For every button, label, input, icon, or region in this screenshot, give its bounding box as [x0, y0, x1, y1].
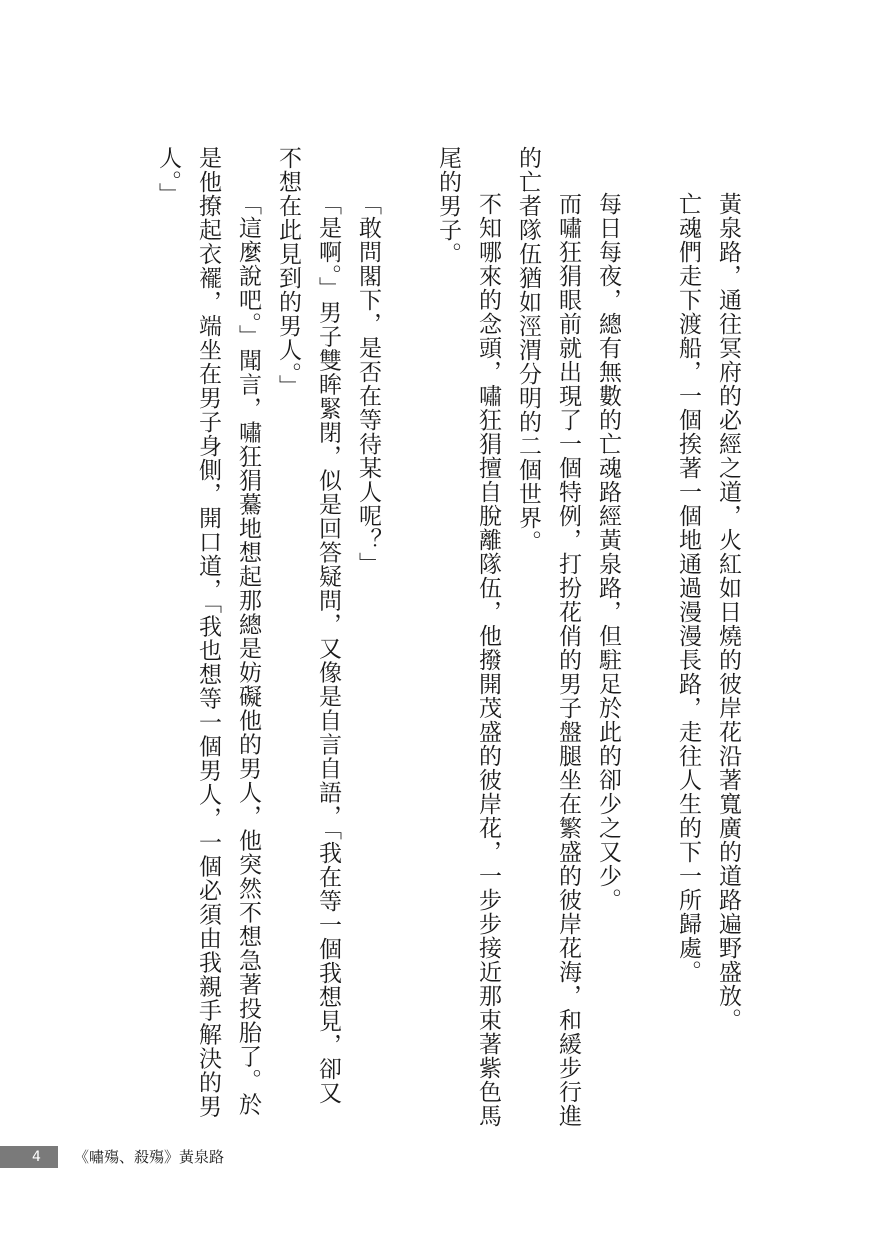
text-column: 「這麼說吧。」聞言，嘯狂狷驀地想起那總是妨礙他的男人，他突然不想急著投胎了。於 — [235, 192, 261, 1117]
page-number-box — [0, 1146, 58, 1168]
text-column: 「是啊。」男子雙眸緊閉，似是回答疑問，又像是自言自語，「我在等一個我想見，卻又 — [315, 192, 341, 1105]
text-column: 而嘯狂狷眼前就出現了一個特例，打扮花俏的男子盤腿坐在繁盛的彼岸花海，和緩步行進 — [555, 192, 581, 1128]
text-column: 不想在此見到的男人。」 — [275, 146, 301, 399]
text-column: 亡魂們走下渡船，一個挨著一個地通過漫漫長路，走往人生的下一所歸處。 — [675, 192, 701, 984]
text-column: 每日每夜，總有無數的亡魂路經黃泉路，但駐足於此的卻少之又少。 — [595, 192, 621, 912]
page-footer — [0, 1146, 874, 1168]
text-column: 人。」 — [155, 146, 181, 207]
text-column: 黃泉路，通往冥府的必經之道，火紅如日燒的彼岸花沿著寬廣的道路遍野盛放。 — [715, 192, 741, 1032]
running-title: 《嘯殤、殺殤》黃泉路 — [74, 1148, 225, 1166]
text-column: 尾的男子。 — [435, 146, 461, 266]
text-column: 是他撩起衣襬，端坐在男子身側，開口道，「我也想等一個男人，一個必須由我親手解決的男 — [195, 146, 221, 1119]
text-column: 「敢問閣下，是否在等待某人呢？」 — [355, 192, 381, 576]
page-number: 4 — [32, 1149, 41, 1165]
text-column: 不知哪來的念頭，嘯狂狷擅自脫離隊伍，他撥開茂盛的彼岸花，一步步接近那束著紫色馬 — [475, 192, 501, 1128]
vertical-text-body — [108, 146, 748, 1128]
text-column: 的亡者隊伍猶如涇渭分明的二個世界。 — [515, 146, 541, 554]
